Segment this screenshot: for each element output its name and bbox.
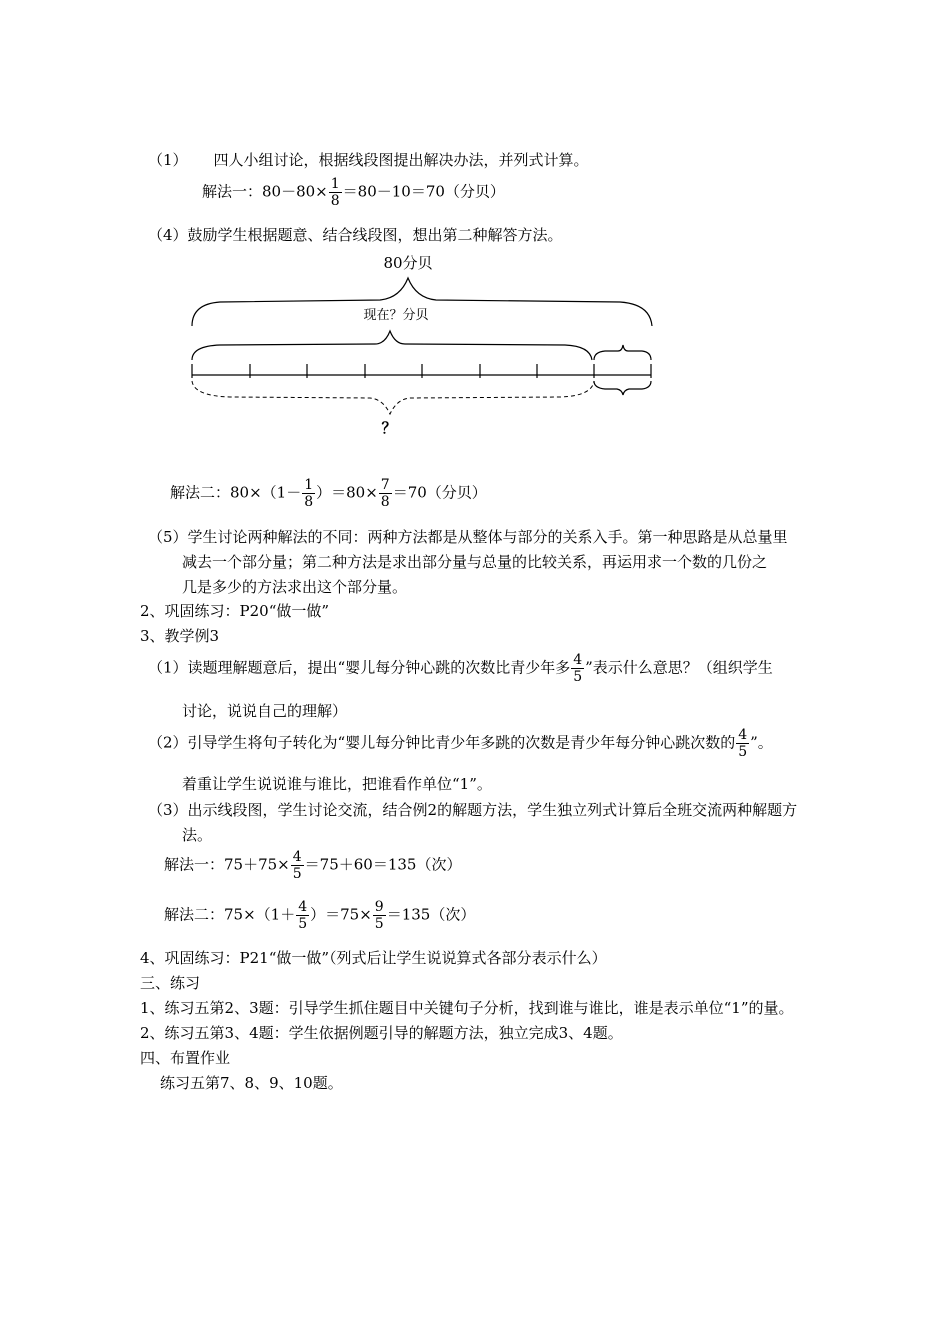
unknown-dashed-brace bbox=[192, 381, 594, 414]
example-step-3-a: （3）出示线段图，学生讨论交流，结合例2的解题方法，学生独立列式计算后全班交流两种解题方 bbox=[148, 801, 798, 819]
heading-homework: 四、布置作业 bbox=[140, 1049, 231, 1067]
example-step-1-cont: 讨论，说说自己的理解） bbox=[182, 702, 348, 720]
solution-2-formula: 解法二：80×（1－ $\frac{1}{8}$ ）＝80× $\frac{7}{8}$ ＝70（分贝） bbox=[170, 477, 487, 511]
fraction: $\frac{1}{8}$ bbox=[304, 477, 314, 511]
section-4-practice: 4、巩固练习：P21“做一做”（列式后让学生说说算式各部分表示什么） bbox=[140, 949, 607, 967]
step-5-line-b: 减去一个部分量；第二种方法是求出部分量与总量的比较关系，再运用求一个数的几份之 bbox=[182, 553, 768, 571]
homework-text: 练习五第7、8、9、10题。 bbox=[160, 1074, 343, 1092]
total-label: 80分贝 bbox=[383, 254, 433, 272]
step-1-text: 四人小组讨论，根据线段图提出解决办法，并列式计算。 bbox=[213, 151, 589, 169]
line-segment-diagram bbox=[180, 248, 670, 438]
current-label: 现在？分贝 bbox=[363, 308, 429, 323]
fraction: $\frac{7}{8}$ bbox=[380, 477, 390, 511]
step-1-line bbox=[148, 151, 589, 171]
exercise-item-2: 2、练习五第3、4题：学生依据例题引导的解题方法，独立完成3、4题。 bbox=[140, 1024, 623, 1042]
example-step-3-b: 法。 bbox=[182, 826, 213, 844]
fraction: $\frac{4}{5}$ bbox=[573, 652, 583, 686]
step-4-line: （4）鼓励学生根据题意、结合线段图，想出第二种解答方法。 bbox=[148, 226, 563, 244]
fraction: $\frac{9}{5}$ bbox=[374, 899, 384, 933]
example-step-2: （2）引导学生将句子转化为“婴儿每分钟比青少年多跳的次数是青少年每分钟心跳次数的 $\frac{4}{5}$ ”。 bbox=[148, 727, 773, 761]
example-step-2-cont: 着重让学生说说谁与谁比，把谁看作单位“1”。 bbox=[182, 775, 492, 793]
unknown-label: ？ bbox=[381, 419, 397, 437]
current-brace bbox=[192, 331, 592, 360]
fraction: $\frac{4}{5}$ bbox=[292, 849, 302, 883]
solution-1-formula: 解法一：80－80× $\frac{1}{8}$ ＝80－10＝70（分贝） bbox=[202, 176, 505, 210]
segment-ticks bbox=[192, 364, 651, 378]
section-3-example: 3、教学例3 bbox=[140, 627, 220, 645]
step-1-number: （1） bbox=[148, 151, 188, 169]
example-step-1: （1）读题理解题意后，提出“婴儿每分钟心跳的次数比青少年多 $\frac{4}{5}$ ”表示什么意思？（组织学生 bbox=[148, 652, 773, 686]
solution-4-formula: 解法二：75×（1＋ $\frac{4}{5}$ ）＝75× $\frac{9}{5}$ ＝135（次） bbox=[164, 899, 476, 933]
step-5-line-c: 几是多少的方法求出这个部分量。 bbox=[182, 578, 408, 596]
heading-exercise: 三、练习 bbox=[140, 974, 201, 992]
section-2-practice: 2、巩固练习：P20“做一做” bbox=[140, 602, 330, 620]
step-5-line-a: （5）学生讨论两种解法的不同：两种方法都是从整体与部分的关系入手。第一种思路是从总量里 bbox=[148, 528, 788, 546]
fraction: $\frac{1}{8}$ bbox=[330, 176, 340, 210]
reduced-part-lower-brace bbox=[594, 381, 651, 395]
reduced-part-brace bbox=[594, 345, 651, 360]
fraction: $\frac{4}{5}$ bbox=[738, 727, 748, 761]
exercise-item-1: 1、练习五第2、3题：引导学生抓住题目中关键句子分析，找到谁与谁比，谁是表示单位“1”的量。 bbox=[140, 999, 794, 1017]
fraction: $\frac{4}{5}$ bbox=[298, 899, 308, 933]
solution-3-formula: 解法一：75＋75× $\frac{4}{5}$ ＝75＋60＝135（次） bbox=[164, 849, 462, 883]
